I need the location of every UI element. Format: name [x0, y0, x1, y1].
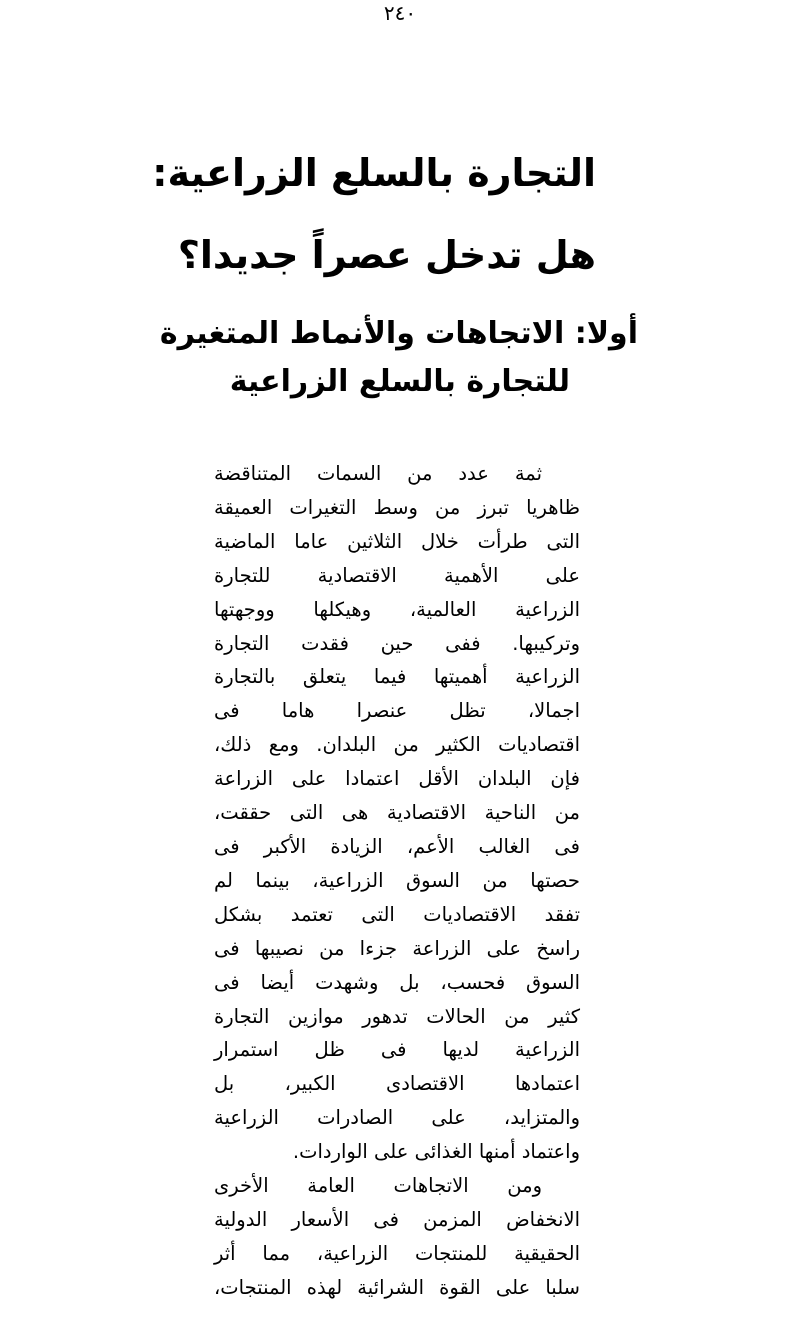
text-line: اجمالا، تظل عنصرا هاما فى — [214, 699, 580, 723]
text-line: فى الغالب الأعم، الزيادة الأكبر فى — [214, 834, 580, 858]
text-line: الزراعية أهميتها فيما يتعلق بالتجارة — [214, 665, 580, 689]
text-line: على الأهمية الاقتصادية للتجارة — [214, 563, 580, 587]
paragraph — [214, 457, 580, 1169]
paragraph — [214, 1169, 580, 1305]
chapter-title-line: التجارة بالسلع الزراعية: — [152, 151, 596, 195]
chapter-title-line: هل تدخل عصراً جديدا؟ — [177, 233, 596, 277]
text-line: فإن البلدان الأقل اعتمادا على الزراعة — [214, 767, 580, 791]
section-title-line: للتجارة بالسلع الزراعية — [229, 364, 570, 399]
text-line: كثير من الحالات تدهور موازين التجارة — [214, 1004, 580, 1028]
text-line: الانخفاض المزمن فى الأسعار الدولية — [214, 1207, 580, 1231]
text-line: اقتصاديات الكثير من البلدان. ومع ذلك، — [214, 733, 580, 757]
text-line: واعتماد أمنها الغذائى على الواردات. — [292, 1140, 580, 1164]
section-title-line: أولا: الاتجاهات والأنماط المتغيرة — [159, 316, 638, 351]
text-line: اعتمادها الاقتصادى الكبير، بل — [214, 1072, 580, 1096]
text-line: والمتزايد، على الصادرات الزراعية — [214, 1106, 580, 1130]
text-line: الزراعية لديها فى ظل استمرار — [214, 1038, 580, 1062]
page-number: ٢٤٠ — [383, 1, 417, 25]
text-line: تفقد الاقتصاديات التى تعتمد بشكل — [214, 902, 580, 926]
text-line: السوق فحسب، بل وشهدت أيضا فى — [214, 970, 580, 994]
text-line: ومن الاتجاهات العامة الأخرى — [214, 1174, 542, 1198]
text-line: ثمة عدد من السمات المتناقضة — [214, 462, 542, 485]
section-title — [150, 310, 638, 406]
text-line: الزراعية العالمية، وهيكلها ووجهتها — [214, 597, 580, 621]
text-line: راسخ على الزراعة جزءا من نصيبها فى — [214, 936, 580, 960]
text-line: حصتها من السوق الزراعية، بينما لم — [214, 868, 580, 892]
chapter-title — [150, 132, 596, 296]
text-line: سلبا على القوة الشرائية لهذه المنتجات، — [214, 1275, 580, 1299]
text-line: التى طرأت خلال الثلاثين عاما الماضية — [214, 529, 580, 553]
text-line: الحقيقية للمنتجات الزراعية، مما أثر — [214, 1241, 580, 1265]
text-line: من الناحية الاقتصادية هى التى حققت، — [214, 801, 580, 825]
body-text — [214, 457, 580, 1305]
text-line: ظاهريا تبرز من وسط التغيرات العميقة — [214, 495, 580, 519]
text-line: وتركيبها. ففى حين فقدت التجارة — [214, 631, 580, 655]
